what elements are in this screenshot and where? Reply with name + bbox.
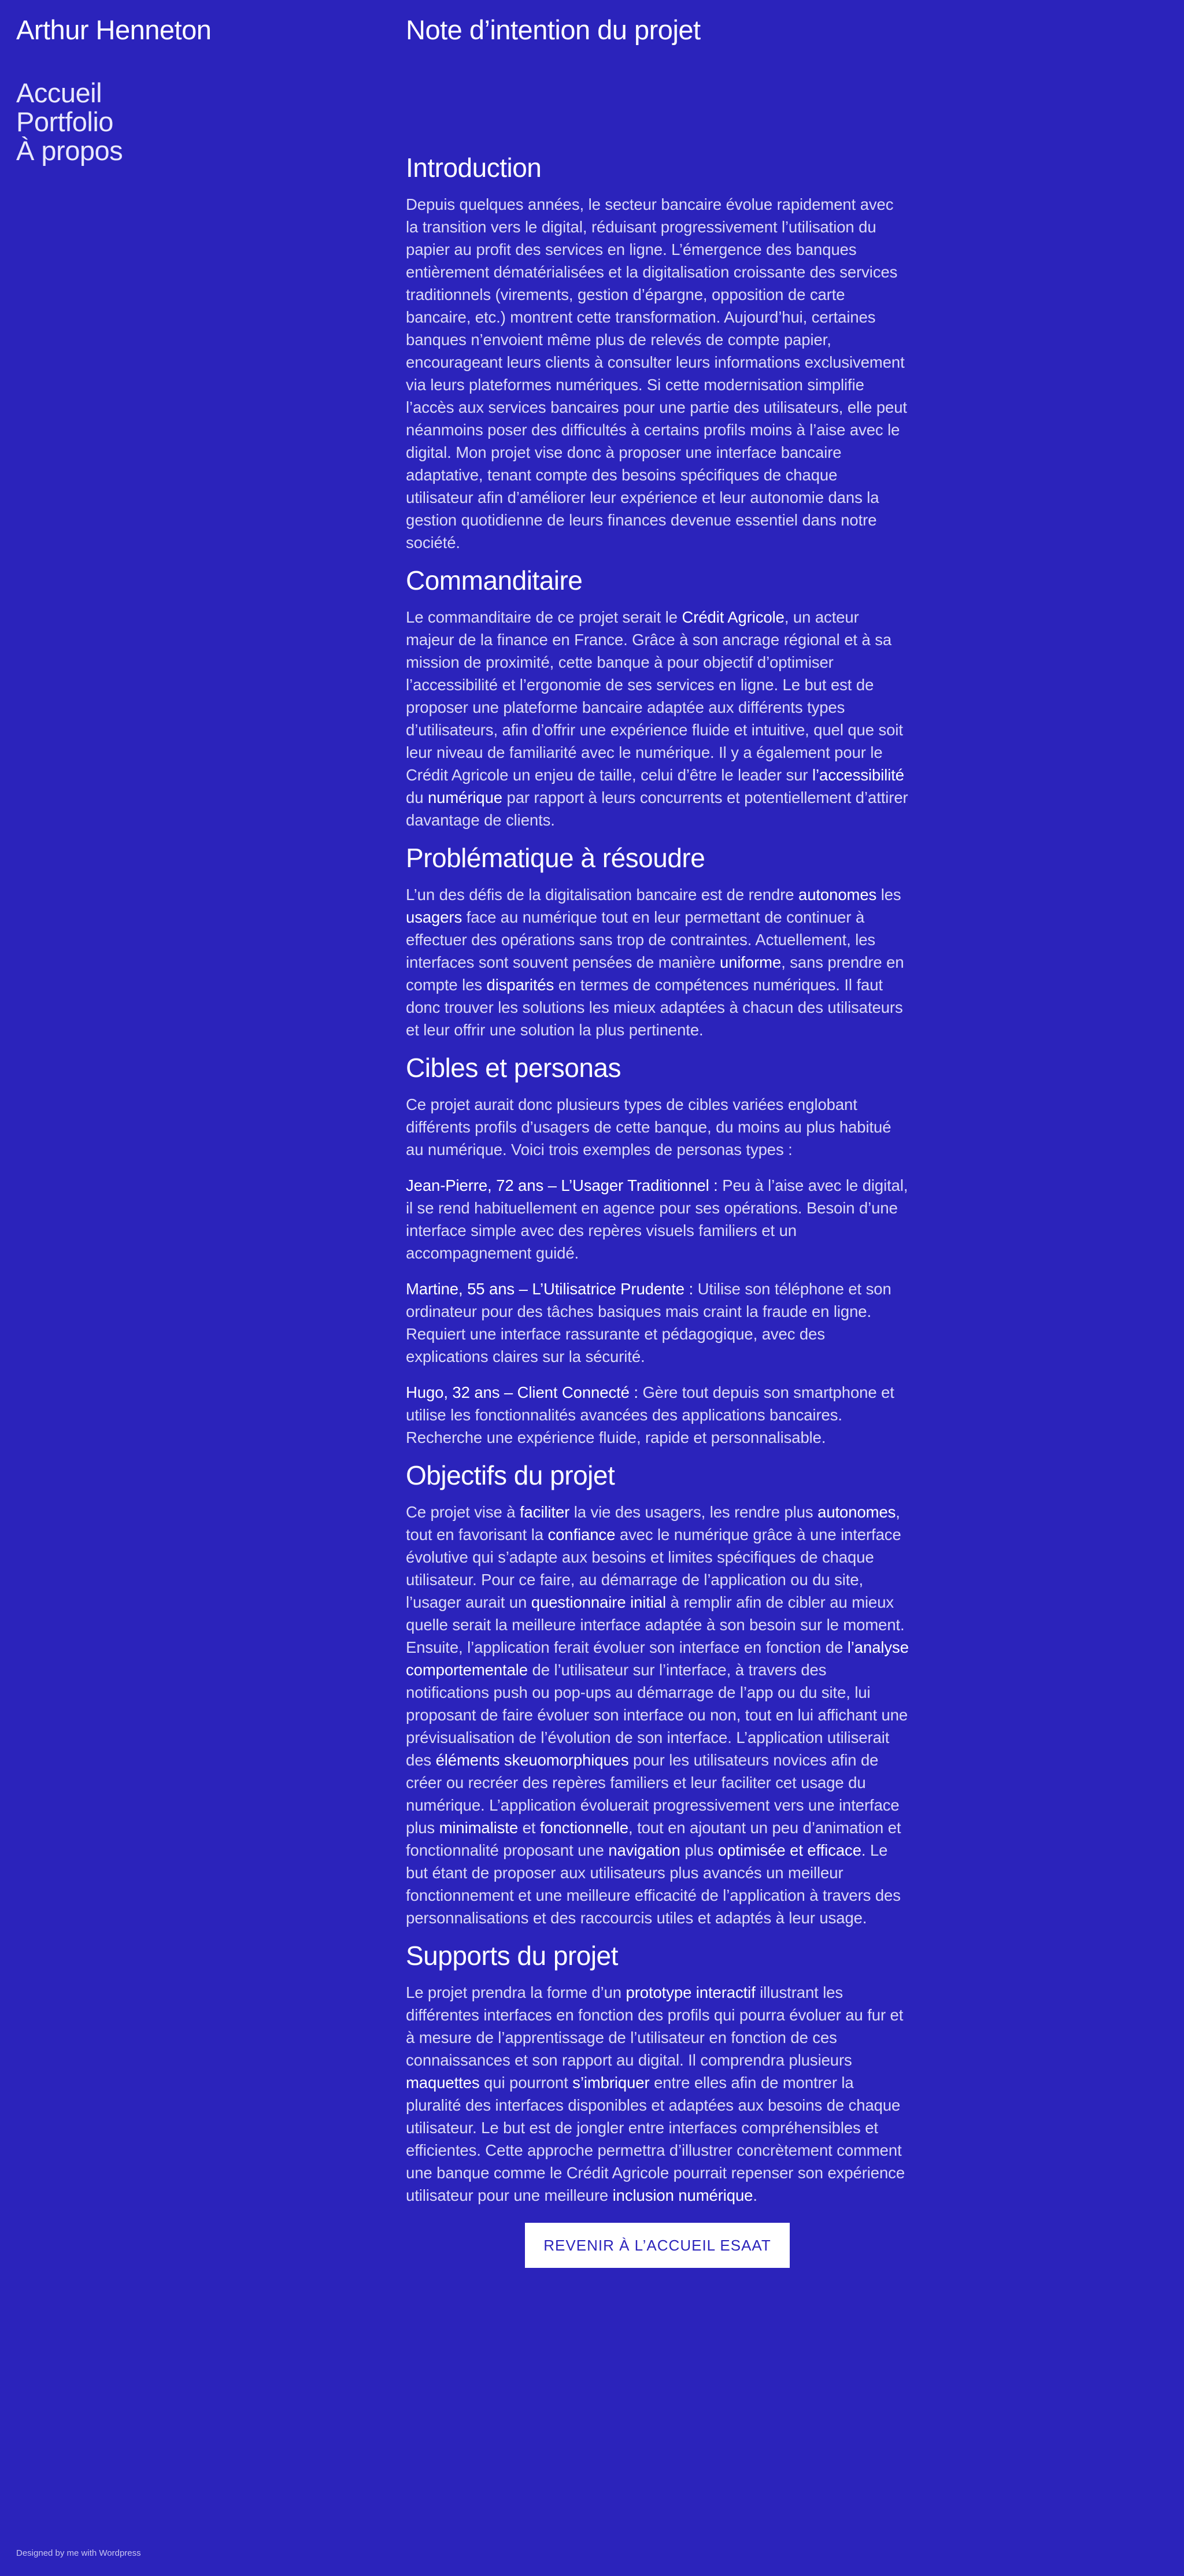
section-heading: Cibles et personas bbox=[406, 1053, 621, 1083]
bold-run: confiance bbox=[547, 1526, 616, 1544]
persona-text: Gère tout depuis son smartphone et utilise les fonctionnalités avancées des applications bancaires. Recherche une expérience fluide, rapide et personnalisable. bbox=[406, 1383, 894, 1446]
paragraph: Ce projet aurait donc plusieurs types de cibles variées englobant différents profils d’usagers de cette banque, du moins au plus habitué au numérique. Voici trois exemples de personas types : bbox=[406, 1095, 891, 1159]
bold-run: l’accessibilité bbox=[812, 766, 904, 784]
bold-run: maquettes bbox=[406, 2074, 480, 2092]
text-run: Ce projet vise à bbox=[406, 1503, 520, 1521]
back-to-home-button[interactable]: REVENIR À L’ACCUEIL ESAAT bbox=[525, 2223, 789, 2268]
text-run: en termes de compétences numériques. Il faut donc trouver les solutions les mieux adaptées à chacun des utilisateurs et leur offrir une solution la plus pertinente. bbox=[406, 976, 903, 1039]
persona-paragraph bbox=[406, 1174, 909, 1264]
text-run: la vie des usagers, les rendre plus bbox=[569, 1503, 818, 1521]
text-run: , un acteur majeur de la finance en France. Grâce à son ancrage régional et à sa mission de proximité, cette banque à pour objectif d’optimiser l’accessibilité et l’ergonomie de ses services en ligne. Le but est de proposer une plateforme bancaire adaptée aux différents types d’utilisateurs, afin d’offrir une expérience fluide et intuitive, quel que soit leur niveau de familiarité avec le numérique. Il y a également pour le Crédit Agricole un enjeu de taille, celui d’être le leader sur bbox=[406, 608, 903, 784]
section-heading: Commanditaire bbox=[406, 565, 583, 595]
persona-paragraph bbox=[406, 1381, 909, 1449]
text-run: à remplir afin de cibler au mieux quelle serait la meilleure interface adaptée à son besoin sur le moment. Ensuite, l’application ferait évoluer son interface en fonction de bbox=[406, 1593, 905, 1656]
text-run: de l’utilisateur sur l’interface, à travers des notifications push ou pop-ups au démarrage de l’app ou du site, lui proposant de faire évoluer son interface ou non, tout en lui affichant une prévisualisation de l’évolution de son interface. L’application utiliserait des bbox=[406, 1661, 908, 1769]
button-container bbox=[406, 2223, 909, 2268]
persona-text: Utilise son téléphone et son ordinateur pour des tâches basiques mais craint la fraude en ligne. Requiert une interface rassurante et pédagogique, avec des explications claires sur la sécurité. bbox=[406, 1280, 891, 1365]
bold-run: autonomes bbox=[798, 886, 877, 904]
paragraph bbox=[406, 606, 909, 831]
section-objectifs bbox=[406, 1458, 909, 1929]
sidebar bbox=[16, 13, 363, 165]
section-supports bbox=[406, 1938, 909, 2207]
bold-run: l’analyse comportementale bbox=[406, 1638, 909, 1679]
section-cibles bbox=[406, 1050, 909, 1449]
nav-item-accueil[interactable]: Accueil bbox=[16, 77, 102, 108]
text-run: Le projet prendra la forme d’un bbox=[406, 1983, 626, 2001]
text-run: pour les utilisateurs novices afin de créer ou recréer des repères familiers et leur faciliter cet usage du numérique. L’application évoluerait progressivement vers une interface plus bbox=[406, 1751, 900, 1837]
page-title: Note d’intention du projet bbox=[406, 14, 701, 45]
bold-run: minimaliste bbox=[439, 1819, 519, 1837]
text-run: , tout en favorisant la bbox=[406, 1503, 900, 1544]
text-run: illustrant les différentes interfaces en fonction des profils qui pourra évoluer au fur et à mesure de l’apprentissage de l’utilisateur en fonction de ces connaissances et son rapport au digital. Il comprendra plusieurs bbox=[406, 1983, 904, 2069]
bold-run: disparités bbox=[486, 976, 554, 994]
bold-run: uniforme bbox=[719, 953, 782, 971]
bold-run: questionnaire initial bbox=[531, 1593, 667, 1611]
bold-run: fonctionnelle bbox=[539, 1819, 628, 1837]
text-run: L’un des défis de la digitalisation bancaire est de rendre bbox=[406, 886, 798, 904]
paragraph bbox=[406, 883, 909, 1041]
text-run: Le commanditaire de ce projet serait le bbox=[406, 608, 682, 626]
section-heading: Problématique à résoudre bbox=[406, 843, 705, 873]
footer bbox=[16, 2548, 141, 2558]
text-run: entre elles afin de montrer la pluralité des interfaces disponibles et adaptées aux besoins de chaque utilisateur. Le but est de jongler entre interfaces compréhensibles et efficientes. Cette approche permettra d’illustrer concrètement comment une banque comme le Crédit Agricole pourrait repenser son expérience utilisateur pour une meilleure bbox=[406, 2074, 905, 2204]
bold-run: faciliter bbox=[520, 1503, 570, 1521]
section-problematique bbox=[406, 841, 909, 1041]
bold-run: usagers bbox=[406, 908, 462, 926]
paragraph bbox=[406, 1981, 909, 2207]
persona-name: Martine, 55 ans – L’Utilisatrice Prudente : bbox=[406, 1280, 694, 1298]
footer-credit: Designed by me with Wordpress bbox=[16, 2548, 141, 2558]
nav-item-portfolio[interactable]: Portfolio bbox=[16, 106, 113, 137]
section-commanditaire bbox=[406, 563, 909, 831]
bold-run: numérique bbox=[427, 789, 502, 806]
text-run: face au numérique tout en leur permettant de continuer à effectuer des opérations sans trop de contraintes. Actuellement, les interfaces sont souvent pensées de manière bbox=[406, 908, 876, 971]
text-run: . bbox=[753, 2186, 757, 2204]
text-run: les bbox=[876, 886, 901, 904]
bold-run: prototype interactif bbox=[626, 1983, 756, 2001]
section-introduction bbox=[406, 150, 909, 554]
bold-run: optimisée et efficace bbox=[717, 1841, 861, 1859]
paragraph bbox=[406, 1501, 909, 1929]
text-run: et bbox=[518, 1819, 540, 1837]
persona-name: Hugo, 32 ans – Client Connecté : bbox=[406, 1383, 638, 1401]
section-heading: Supports du projet bbox=[406, 1941, 618, 1971]
bold-run: navigation bbox=[608, 1841, 680, 1859]
text-run: par rapport à leurs concurrents et potentiellement d’attirer davantage de clients. bbox=[406, 789, 908, 829]
bold-run: s’imbriquer bbox=[572, 2074, 650, 2092]
bold-run: éléments skeuomorphiques bbox=[435, 1751, 629, 1769]
paragraph: Depuis quelques années, le secteur bancaire évolue rapidement avec la transition vers le digital, réduisant progressivement l’utilisation du papier au profit des services en ligne. L’émergence des banques entièrement dématérialisées et la digitalisation croissante des services traditionnels (virements, gestion d’épargne, opposition de carte bancaire, etc.) montrent cette transformation. Aujourd’hui, certaines banques n’envoient même plus de relevés de compte papier, encourageant leurs clients à consulter leurs informations exclusivement via leurs plateformes numériques. Si cette modernisation simplifie l’accès aux services bancaires pour une partie des utilisateurs, elle peut néanmoins poser des difficultés à certains profils moins à l’aise avec le digital. Mon projet vise donc à proposer une interface bancaire adaptative, tenant compte des besoins spécifiques de chaque utilisateur afin d’améliorer leur expérience et leur autonomie dans la gestion quotidienne de leurs finances devenue essentiel dans notre société. bbox=[406, 195, 907, 552]
bold-run: Crédit Agricole bbox=[682, 608, 785, 626]
persona-paragraph bbox=[406, 1278, 909, 1368]
article-body bbox=[406, 150, 909, 2268]
text-run: . Le but étant de proposer aux utilisateurs plus avancés un meilleur fonctionnement et une meilleure efficacité de l’application à travers des personnalisations et des raccourcis utiles et adaptés à leur usage. bbox=[406, 1841, 901, 1927]
bold-run: autonomes bbox=[817, 1503, 896, 1521]
persona-name: Jean-Pierre, 72 ans – L’Usager Traditionnel : bbox=[406, 1176, 718, 1194]
main-content bbox=[406, 13, 909, 2268]
section-heading: Objectifs du projet bbox=[406, 1460, 615, 1490]
text-run: plus bbox=[680, 1841, 718, 1859]
persona-text: Peu à l’aise avec le digital, il se rend habituellement en agence pour ses opérations. Besoin d’une interface simple avec des repères visuels familiers et un accompagnement guidé. bbox=[406, 1176, 908, 1262]
site-title-link[interactable]: Arthur Henneton bbox=[16, 14, 212, 45]
text-run: , sans prendre en compte les bbox=[406, 953, 904, 994]
text-run: avec le numérique grâce à une interface évolutive qui s’adapte aux besoins et limites spécifiques de chaque utilisateur. Pour ce faire, au démarrage de l’application ou du site, l’usager aurait un bbox=[406, 1526, 901, 1611]
bold-run: inclusion numérique bbox=[612, 2186, 753, 2204]
main-nav bbox=[16, 79, 363, 165]
text-run: , tout en ajoutant un peu d’animation et fonctionnalité proposant une bbox=[406, 1819, 901, 1859]
text-run: qui pourront bbox=[479, 2074, 573, 2092]
section-heading: Introduction bbox=[406, 153, 542, 183]
text-run: du bbox=[406, 789, 428, 806]
nav-item-a-propos[interactable]: À propos bbox=[16, 135, 123, 166]
